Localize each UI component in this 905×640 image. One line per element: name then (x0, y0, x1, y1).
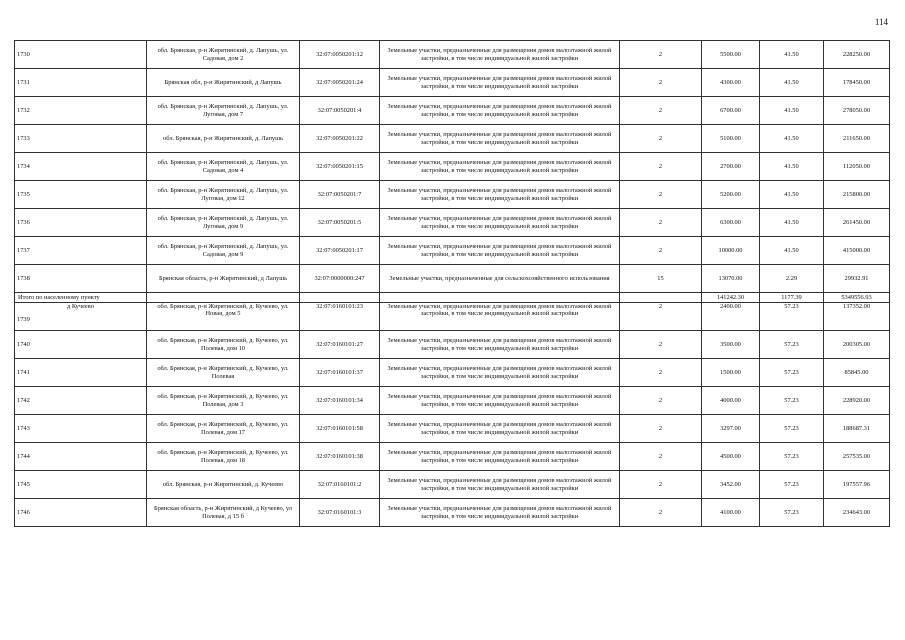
land-category-cell: Земельные участки, предназначенные для размещения домов малоэтажной жилой застройки, в том числе индивидуальной жилой застройки (380, 415, 620, 443)
table-row (15, 443, 890, 471)
cadastral-number-cell: 32:07:0050201:4 (300, 97, 380, 125)
total-blank-cell (147, 293, 300, 303)
rate-cell: 57.23 (760, 443, 824, 471)
total-blank-cell (300, 293, 380, 303)
rate-cell: 57.23 (760, 359, 824, 387)
area-cell: 5100.00 (702, 125, 760, 153)
land-category-cell: Земельные участки, предназначенные для размещения домов малоэтажной жилой застройки, в том числе индивидуальной жилой застройки (380, 499, 620, 527)
row-number-cell: 1734 (15, 153, 147, 181)
rate-cell: 57.23 (760, 303, 824, 331)
group-code-cell: 2 (620, 331, 702, 359)
land-category-cell: Земельные участки, предназначенные для сельскохозяйственного использования (380, 265, 620, 293)
rows-settlement-lapush (15, 41, 890, 293)
land-category-cell: Земельные участки, предназначенные для размещения домов малоэтажной жилой застройки, в том числе индивидуальной жилой застройки (380, 69, 620, 97)
land-category-cell: Земельные участки, предназначенные для размещения домов малоэтажной жилой застройки, в том числе индивидуальной жилой застройки (380, 125, 620, 153)
area-cell: 1500.00 (702, 359, 760, 387)
cadastral-number-cell: 32:07:0050201:12 (300, 41, 380, 69)
group-code-cell: 15 (620, 265, 702, 293)
value-cell: 137352.00 (824, 303, 890, 331)
table-row (15, 471, 890, 499)
land-category-cell: Земельные участки, предназначенные для размещения домов малоэтажной жилой застройки, в том числе индивидуальной жилой застройки (380, 97, 620, 125)
table-row (15, 97, 890, 125)
area-cell: 4100.00 (702, 499, 760, 527)
total-blank-cell (620, 293, 702, 303)
address-cell: обл. Брянская, р-н Жирятинский, д. Кучеево, ул. Полевая, дом 3 (147, 387, 300, 415)
table-row (15, 265, 890, 293)
address-cell: обл. Брянская, р-н Жирятинский, д. Лапушь, ул. Луговая, дом 9 (147, 209, 300, 237)
cadastral-number-cell: 32:07:0050201:22 (300, 125, 380, 153)
value-cell: 415000.00 (824, 237, 890, 265)
land-category-cell: Земельные участки, предназначенные для размещения домов малоэтажной жилой застройки, в том числе индивидуальной жилой застройки (380, 209, 620, 237)
land-category-cell: Земельные участки, предназначенные для размещения домов малоэтажной жилой застройки, в том числе индивидуальной жилой застройки (380, 471, 620, 499)
land-category-cell: Земельные участки, предназначенные для размещения домов малоэтажной жилой застройки, в том числе индивидуальной жилой застройки (380, 331, 620, 359)
rate-cell: 41.50 (760, 237, 824, 265)
value-cell: 261450.00 (824, 209, 890, 237)
table-row (15, 209, 890, 237)
group-code-cell: 2 (620, 237, 702, 265)
table-row (15, 41, 890, 69)
area-cell: 5200.00 (702, 181, 760, 209)
cadastral-number-cell: 32:07:0160101:27 (300, 331, 380, 359)
table-row (15, 153, 890, 181)
area-cell: 2700.00 (702, 153, 760, 181)
total-row (15, 293, 890, 303)
value-cell: 228920.00 (824, 387, 890, 415)
address-cell: обл. Брянская, р-н Жирятинский, д. Лапушь, ул. Садовая, дом 9 (147, 237, 300, 265)
row-number-cell: 1730 (15, 41, 147, 69)
group-code-cell: 2 (620, 443, 702, 471)
total-area: 141242.30 (702, 293, 760, 303)
row-number-cell (15, 303, 147, 331)
value-cell: 197557.96 (824, 471, 890, 499)
table-row (15, 237, 890, 265)
cadastral-number-cell: 32:07:0050201:15 (300, 153, 380, 181)
area-cell: 5500.00 (702, 41, 760, 69)
group-code-cell: 2 (620, 387, 702, 415)
value-cell: 200305.00 (824, 331, 890, 359)
area-cell: 6700.00 (702, 97, 760, 125)
land-category-cell: Земельные участки, предназначенные для размещения домов малоэтажной жилой застройки, в том числе индивидуальной жилой застройки (380, 181, 620, 209)
row-number-cell: 1732 (15, 97, 147, 125)
rate-cell: 41.50 (760, 125, 824, 153)
table-row (15, 69, 890, 97)
rate-cell: 57.23 (760, 471, 824, 499)
address-cell: обл. Брянская, р-н Жирятинский, д. Лапушь (147, 125, 300, 153)
group-code-cell: 2 (620, 69, 702, 97)
settlement-total (15, 293, 890, 303)
address-cell: обл. Брянская, р-н Жирятинский, д. Кучеево (147, 471, 300, 499)
row-number: 1739 (17, 316, 30, 324)
address-cell: обл. Брянская, р-н Жирятинский, д. Лапушь, ул. Садовая, дом 2 (147, 41, 300, 69)
row-number-cell: 1743 (15, 415, 147, 443)
row-number-cell: 1731 (15, 69, 147, 97)
rate-cell: 57.23 (760, 415, 824, 443)
value-cell: 257535.00 (824, 443, 890, 471)
address-cell: обл. Брянская, р-н Жирятинский, д. Лапушь, ул. Луговая, дом 7 (147, 97, 300, 125)
row-number-cell: 1745 (15, 471, 147, 499)
area-cell: 10000.00 (702, 237, 760, 265)
cadastral-number-cell: 32:07:0160101:34 (300, 387, 380, 415)
row-number-cell: 1740 (15, 331, 147, 359)
row-number-cell: 1742 (15, 387, 147, 415)
page-number: 114 (874, 17, 888, 27)
row-number-cell: 1737 (15, 237, 147, 265)
group-code-cell: 2 (620, 125, 702, 153)
row-number-cell: 1746 (15, 499, 147, 527)
total-blank-cell (380, 293, 620, 303)
address-cell: Брянская обл, р-н Жирятинский, д Лапушь (147, 69, 300, 97)
rate-cell: 41.50 (760, 41, 824, 69)
land-category-cell: Земельные участки, предназначенные для размещения домов малоэтажной жилой застройки, в том числе индивидуальной жилой застройки (380, 303, 620, 331)
area-cell: 3452.00 (702, 471, 760, 499)
group-code-cell: 2 (620, 359, 702, 387)
cadastral-number-cell: 32:07:0160101:3 (300, 499, 380, 527)
group-code-cell: 2 (620, 209, 702, 237)
address-cell: обл. Брянская, р-н Жирятинский, д. Кучеево, ул. Полевая, дом 17 (147, 415, 300, 443)
table-row (15, 415, 890, 443)
cadastral-number-cell: 32:07:0050201:7 (300, 181, 380, 209)
value-cell: 215800.00 (824, 181, 890, 209)
area-cell: 4500.00 (702, 443, 760, 471)
land-category-cell: Земельные участки, предназначенные для размещения домов малоэтажной жилой застройки, в том числе индивидуальной жилой застройки (380, 237, 620, 265)
row-number-cell: 1738 (15, 265, 147, 293)
rate-cell: 57.23 (760, 331, 824, 359)
table-row (15, 125, 890, 153)
cadastral-number-cell: 32:07:0050201:24 (300, 69, 380, 97)
value-cell: 85845.00 (824, 359, 890, 387)
group-code-cell: 2 (620, 471, 702, 499)
address-cell: Брянская область, р-н Жирятинский, д Лапушь (147, 265, 300, 293)
rate-cell: 41.50 (760, 209, 824, 237)
row-number-cell: 1733 (15, 125, 147, 153)
rate-cell: 57.23 (760, 499, 824, 527)
row-number-cell: 1735 (15, 181, 147, 209)
address-cell: обл. Брянская, р-н Жирятинский, д. Кучеево, ул. Полевая (147, 359, 300, 387)
value-cell: 228250.00 (824, 41, 890, 69)
value-cell: 211650.00 (824, 125, 890, 153)
cadastral-number-cell: 32:07:0160101:2 (300, 471, 380, 499)
rate-cell: 57.23 (760, 387, 824, 415)
total-rate: 1177.39 (760, 293, 824, 303)
table-row (15, 181, 890, 209)
area-cell: 3500.00 (702, 331, 760, 359)
address-cell: обл. Брянская, р-н Жирятинский, д. Кучеево, ул. Новая, дом 5 (147, 303, 300, 331)
area-cell: 3297.00 (702, 415, 760, 443)
settlement-heading: д Кучеево (67, 303, 94, 310)
address-cell: обл. Брянская, р-н Жирятинский, д. Кучеево, ул. Полевая, дом 10 (147, 331, 300, 359)
rate-cell: 41.50 (760, 69, 824, 97)
cadastral-number-cell: 32:07:0000000:247 (300, 265, 380, 293)
land-category-cell: Земельные участки, предназначенные для размещения домов малоэтажной жилой застройки, в том числе индивидуальной жилой застройки (380, 443, 620, 471)
cadastral-table (14, 40, 890, 527)
land-category-cell: Земельные участки, предназначенные для размещения домов малоэтажной жилой застройки, в том числе индивидуальной жилой застройки (380, 41, 620, 69)
rows-settlement-kucheevo (15, 303, 890, 527)
group-code-cell: 2 (620, 41, 702, 69)
land-category-cell: Земельные участки, предназначенные для размещения домов малоэтажной жилой застройки, в том числе индивидуальной жилой застройки (380, 153, 620, 181)
table-row (15, 303, 890, 331)
address-cell: обл. Брянская, р-н Жирятинский, д. Лапушь, ул. Садовая, дом 4 (147, 153, 300, 181)
table-row (15, 387, 890, 415)
group-code-cell: 2 (620, 181, 702, 209)
group-code-cell: 2 (620, 415, 702, 443)
cadastral-number-cell: 32:07:0160101:23 (300, 303, 380, 331)
area-cell: 6300.00 (702, 209, 760, 237)
cadastral-number-cell: 32:07:0050201:5 (300, 209, 380, 237)
cadastral-number-cell: 32:07:0160101:58 (300, 415, 380, 443)
area-cell: 4000.00 (702, 387, 760, 415)
cadastral-number-cell: 32:07:0160101:38 (300, 443, 380, 471)
group-code-cell: 2 (620, 499, 702, 527)
rate-cell: 41.50 (760, 181, 824, 209)
value-cell: 112050.00 (824, 153, 890, 181)
value-cell: 29932.91 (824, 265, 890, 293)
area-cell: 4300.00 (702, 69, 760, 97)
value-cell: 278050.00 (824, 97, 890, 125)
total-label: Итого по населенному пункту (15, 293, 147, 303)
group-code-cell: 2 (620, 153, 702, 181)
rate-cell: 41.50 (760, 97, 824, 125)
row-number-cell: 1741 (15, 359, 147, 387)
group-code-cell: 2 (620, 97, 702, 125)
group-code-cell: 2 (620, 303, 702, 331)
table-row (15, 331, 890, 359)
land-category-cell: Земельные участки, предназначенные для размещения домов малоэтажной жилой застройки, в том числе индивидуальной жилой застройки (380, 359, 620, 387)
value-cell: 188687.31 (824, 415, 890, 443)
area-cell: 2400.00 (702, 303, 760, 331)
value-cell: 234643.00 (824, 499, 890, 527)
rate-cell: 41.50 (760, 153, 824, 181)
land-category-cell: Земельные участки, предназначенные для размещения домов малоэтажной жилой застройки, в том числе индивидуальной жилой застройки (380, 387, 620, 415)
rate-cell: 2.29 (760, 265, 824, 293)
area-cell: 13070.00 (702, 265, 760, 293)
row-number-cell: 1744 (15, 443, 147, 471)
table-row (15, 499, 890, 527)
table-row (15, 359, 890, 387)
cadastral-number-cell: 32:07:0050201:17 (300, 237, 380, 265)
address-cell: обл. Брянская, р-н Жирятинский, д. Лапушь, ул. Луговая, дом 12 (147, 181, 300, 209)
value-cell: 178450.00 (824, 69, 890, 97)
cadastral-number-cell: 32:07:0160101:37 (300, 359, 380, 387)
total-sum: 5349556.93 (824, 293, 890, 303)
address-cell: обл. Брянская, р-н Жирятинский, д. Кучеево, ул. Полевая, дом 18 (147, 443, 300, 471)
address-cell: Брянская область, р-н Жирятинский, д Кучеево, ул Полевая, д 15 б (147, 499, 300, 527)
row-number-cell: 1736 (15, 209, 147, 237)
